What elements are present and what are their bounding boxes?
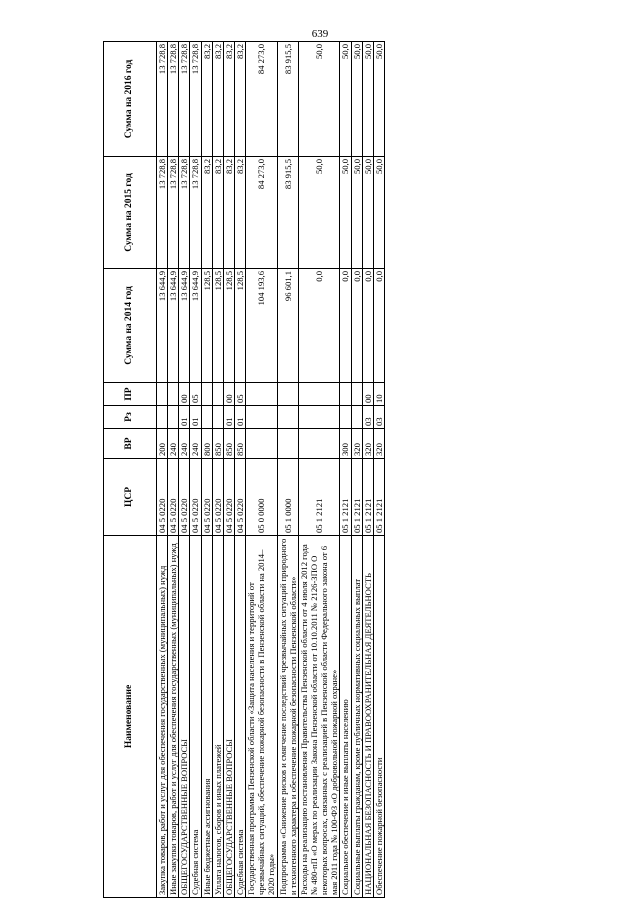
cell-2016: 83,2 [223,42,234,157]
table-row [362,42,373,898]
cell-csr: 05 1 2121 [362,459,373,536]
cell-2015: 50,0 [298,157,340,269]
cell-2015: 13 728,8 [190,157,201,269]
cell-2016: 13 728,8 [157,42,168,157]
header-vr: ВР [104,429,157,459]
cell-2014: 128,5 [234,269,245,383]
cell-pr: 00 [362,383,373,406]
cell-rz: 01 [190,406,201,429]
cell-name: Социальные выплаты гражданам, кроме публичных нормативных социальных выплат [351,536,362,898]
cell-vr [246,429,277,459]
cell-pr [246,383,277,406]
table-row [212,42,223,898]
cell-2014: 96 601,1 [277,269,298,383]
cell-2015: 83,2 [223,157,234,269]
cell-vr: 800 [201,429,212,459]
cell-2016: 83,2 [234,42,245,157]
cell-2016: 84 273,0 [246,42,277,157]
cell-name: Уплата налогов, сборов и иных платежей [212,536,223,898]
cell-vr: 240 [190,429,201,459]
cell-pr [212,383,223,406]
cell-2014: 0,0 [373,269,384,383]
cell-rz [212,406,223,429]
cell-rz [157,406,168,429]
cell-2014: 0,0 [298,269,340,383]
cell-2016: 13 728,8 [179,42,190,157]
cell-pr: 05 [234,383,245,406]
cell-name: Судебная система [190,536,201,898]
cell-vr: 320 [351,429,362,459]
cell-csr: 04 5 0220 [223,459,234,536]
table-row [234,42,245,898]
cell-2015: 84 273,0 [246,157,277,269]
cell-rz [277,406,298,429]
cell-2016: 83 915,5 [277,42,298,157]
cell-pr [340,383,351,406]
table-row [298,42,340,898]
cell-2015: 13 728,8 [157,157,168,269]
cell-name: НАЦИОНАЛЬНАЯ БЕЗОПАСНОСТЬ И ПРАВООХРАНИТЕЛЬНАЯ ДЕЯТЕЛЬНОСТЬ [362,536,373,898]
table-row [223,42,234,898]
cell-vr: 240 [168,429,179,459]
cell-vr: 850 [223,429,234,459]
cell-csr: 05 1 0000 [277,459,298,536]
cell-vr [298,429,340,459]
table-header-row [104,42,157,898]
cell-vr: 850 [212,429,223,459]
cell-pr [168,383,179,406]
cell-csr: 04 5 0220 [179,459,190,536]
header-2016: Сумма на 2016 год [104,42,157,157]
table-row [373,42,384,898]
table-row [340,42,351,898]
cell-name: Судебная система [234,536,245,898]
table-row [277,42,298,898]
table-row [168,42,179,898]
cell-pr: 10 [373,383,384,406]
cell-csr: 04 5 0220 [201,459,212,536]
cell-name: Подпрограмма «Снижение рисков и смягчение последствий чрезвычайных ситуаций природного и техногенного характера и обеспечение пожарной безопасности Пензенской области» [277,536,298,898]
cell-rz: 01 [179,406,190,429]
cell-2015: 83,2 [234,157,245,269]
cell-csr: 05 1 2121 [298,459,340,536]
cell-csr: 05 1 2121 [373,459,384,536]
cell-name: Закупка товаров, работ и услуг для обеспечения государственных (муниципальных) нужд [157,536,168,898]
cell-csr: 04 5 0220 [190,459,201,536]
cell-rz [168,406,179,429]
cell-rz: 03 [373,406,384,429]
cell-2015: 13 728,8 [168,157,179,269]
cell-vr: 200 [157,429,168,459]
cell-vr: 300 [340,429,351,459]
cell-csr: 04 5 0220 [157,459,168,536]
cell-2016: 50,0 [298,42,340,157]
cell-rz [201,406,212,429]
cell-2015: 50,0 [362,157,373,269]
cell-vr: 850 [234,429,245,459]
cell-2014: 128,5 [212,269,223,383]
cell-name: Социальное обеспечение и иные выплаты населению [340,536,351,898]
cell-rz [351,406,362,429]
cell-rz [298,406,340,429]
cell-2016: 83,2 [212,42,223,157]
table-row [190,42,201,898]
cell-2016: 50,0 [362,42,373,157]
cell-rz: 01 [223,406,234,429]
cell-pr: 00 [223,383,234,406]
cell-name: Иные закупки товаров, работ и услуг для обеспечения государственных (муниципальных) нужд [168,536,179,898]
table-row [179,42,190,898]
header-2014: Сумма на 2014 год [104,269,157,383]
cell-vr [277,429,298,459]
budget-table-rotated [103,42,563,898]
cell-2015: 13 728,8 [179,157,190,269]
header-rz: Рз [104,406,157,429]
cell-2015: 50,0 [351,157,362,269]
cell-2015: 83 915,5 [277,157,298,269]
table-row [351,42,362,898]
header-csr: ЦСР [104,459,157,536]
cell-2014: 0,0 [362,269,373,383]
cell-pr [201,383,212,406]
cell-2014: 0,0 [340,269,351,383]
page-number: 639 [311,28,329,40]
cell-vr: 240 [179,429,190,459]
cell-csr: 04 5 0220 [234,459,245,536]
cell-2014: 13 644,9 [168,269,179,383]
header-pr: ПР [104,383,157,406]
cell-2014: 13 644,9 [179,269,190,383]
cell-name: Расходы на реализацию постановления Правительства Пензенской области от 4 июля 2012 года № 480-пП «О мерах по реализации Закона Пензенской области от 10.10.2011 № 2126-ЗПО О некоторых вопросах, связанных с реализацией в Пензенской области Федерального закона от 6 мая 2011 года № 100-ФЗ «О добровольной пожарной охране» [298,536,340,898]
cell-2015: 50,0 [340,157,351,269]
cell-2014: 104 193,6 [246,269,277,383]
cell-pr [298,383,340,406]
cell-2014: 13 644,9 [157,269,168,383]
cell-2016: 13 728,8 [190,42,201,157]
cell-rz [340,406,351,429]
table-row [246,42,277,898]
cell-csr: 05 1 2121 [351,459,362,536]
cell-pr [157,383,168,406]
cell-name: ОБЩЕГОСУДАРСТВЕННЫЕ ВОПРОСЫ [179,536,190,898]
table-row [157,42,168,898]
cell-2015: 83,2 [212,157,223,269]
cell-pr [277,383,298,406]
cell-2015: 83,2 [201,157,212,269]
cell-vr: 320 [373,429,384,459]
cell-name: ОБЩЕГОСУДАРСТВЕННЫЕ ВОПРОСЫ [223,536,234,898]
cell-rz: 01 [234,406,245,429]
cell-name: Государственная программа Пензенской области «Защита населения и территорий от чрезвычайных ситуаций, обеспечение пожарной безопасности в Пензенской области на 2014–2020 годы» [246,536,277,898]
cell-csr: 04 5 0220 [168,459,179,536]
cell-csr: 05 0 0000 [246,459,277,536]
cell-rz: 03 [362,406,373,429]
cell-name: Обеспечение пожарной безопасности [373,536,384,898]
cell-2014: 13 644,9 [190,269,201,383]
cell-pr: 05 [190,383,201,406]
budget-table [103,41,385,898]
cell-vr: 320 [362,429,373,459]
table-row [201,42,212,898]
header-2015: Сумма на 2015 год [104,157,157,269]
cell-2014: 128,5 [201,269,212,383]
cell-2016: 13 728,8 [168,42,179,157]
cell-2016: 83,2 [201,42,212,157]
header-name: Наименование [104,536,157,898]
cell-2016: 50,0 [340,42,351,157]
cell-name: Иные бюджетные ассигнования [201,536,212,898]
cell-2014: 0,0 [351,269,362,383]
cell-pr: 00 [179,383,190,406]
cell-2015: 50,0 [373,157,384,269]
cell-csr: 05 1 2121 [340,459,351,536]
cell-pr [351,383,362,406]
cell-2016: 50,0 [373,42,384,157]
cell-csr: 04 5 0220 [212,459,223,536]
cell-2016: 50,0 [351,42,362,157]
cell-rz [246,406,277,429]
cell-2014: 128,5 [223,269,234,383]
